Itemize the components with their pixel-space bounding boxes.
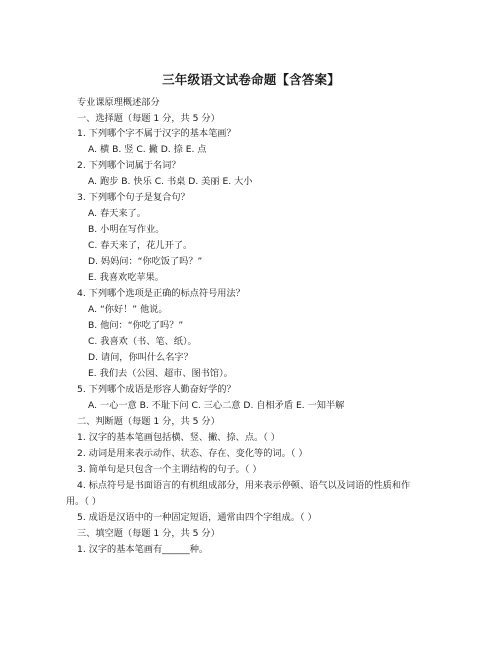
fill-blank-item-1: 1. 汉字的基本笔画有______种。 xyxy=(77,544,209,555)
question-3-option-b: B. 小明在写作业。 xyxy=(88,224,165,235)
subtitle: 专业课原理概述部分 xyxy=(77,97,160,108)
question-2-options: A. 跑步 B. 快乐 C. 书桌 D. 美丽 E. 大小 xyxy=(88,176,253,187)
judgement-item-1: 1. 汉字的基本笔画包括横、竖、撇、捺、点。（ ） xyxy=(77,432,280,443)
question-4-option-d: D. 请问，你叫什么名字？ xyxy=(88,352,193,363)
judgement-item-2: 2. 动词是用来表示动作、状态、存在、变化等的词。（ ） xyxy=(77,448,308,459)
question-3-option-c: C. 春天来了，花儿开了。 xyxy=(88,240,193,251)
question-4: 4. 下列哪个选项是正确的标点符号用法？ xyxy=(77,288,245,299)
question-4-option-e: E. 我们去（公园、超市、图书馆）。 xyxy=(88,368,233,379)
question-5: 5. 下列哪个成语是形容人勤奋好学的？ xyxy=(77,384,236,395)
section-heading-choice: 一、选择题（每题 1 分，共 5 分） xyxy=(77,113,220,124)
judgement-item-4-continued: 用。（ ） xyxy=(66,496,102,507)
question-3: 3. 下列哪个句子是复合句？ xyxy=(77,192,190,203)
judgement-item-4: 4. 标点符号是书面语言的有机组成部分，用来表示停顿、语气以及词语的性质和作 xyxy=(77,480,411,491)
question-3-option-e: E. 我喜欢吃苹果。 xyxy=(88,272,164,283)
question-4-option-a: A. “你好！” 他说。 xyxy=(88,304,168,315)
question-3-option-a: A. 春天来了。 xyxy=(88,208,146,219)
question-2: 2. 下列哪个词属于名词？ xyxy=(77,160,181,171)
question-1-options: A. 横 B. 竖 C. 撇 D. 捺 E. 点 xyxy=(88,144,207,155)
judgement-item-3: 3. 简单句是只包含一个主谓结构的句子。（ ） xyxy=(77,464,262,475)
section-heading-fill-blank: 三、填空题（每题 1 分，共 5 分） xyxy=(77,528,220,539)
question-4-option-b: B. 他问：“你吃了吗？” xyxy=(88,320,184,331)
document-title: 三年级语文试卷命题【含答案】 xyxy=(162,72,340,87)
question-5-options: A. 一心一意 B. 不耻下问 C. 三心二意 D. 自相矛盾 E. 一知半解 xyxy=(88,400,345,411)
question-4-option-c: C. 我喜欢（书、笔、纸）。 xyxy=(88,336,197,347)
judgement-item-5: 5. 成语是汉语中的一种固定短语，通常由四个字组成。（ ） xyxy=(77,512,317,523)
section-heading-judgement: 二、判断题（每题 1 分，共 5 分） xyxy=(77,416,220,427)
question-1: 1. 下列哪个字不属于汉字的基本笔画？ xyxy=(77,128,236,139)
question-3-option-d: D. 妈妈问：“你吃饭了吗？” xyxy=(88,256,203,267)
